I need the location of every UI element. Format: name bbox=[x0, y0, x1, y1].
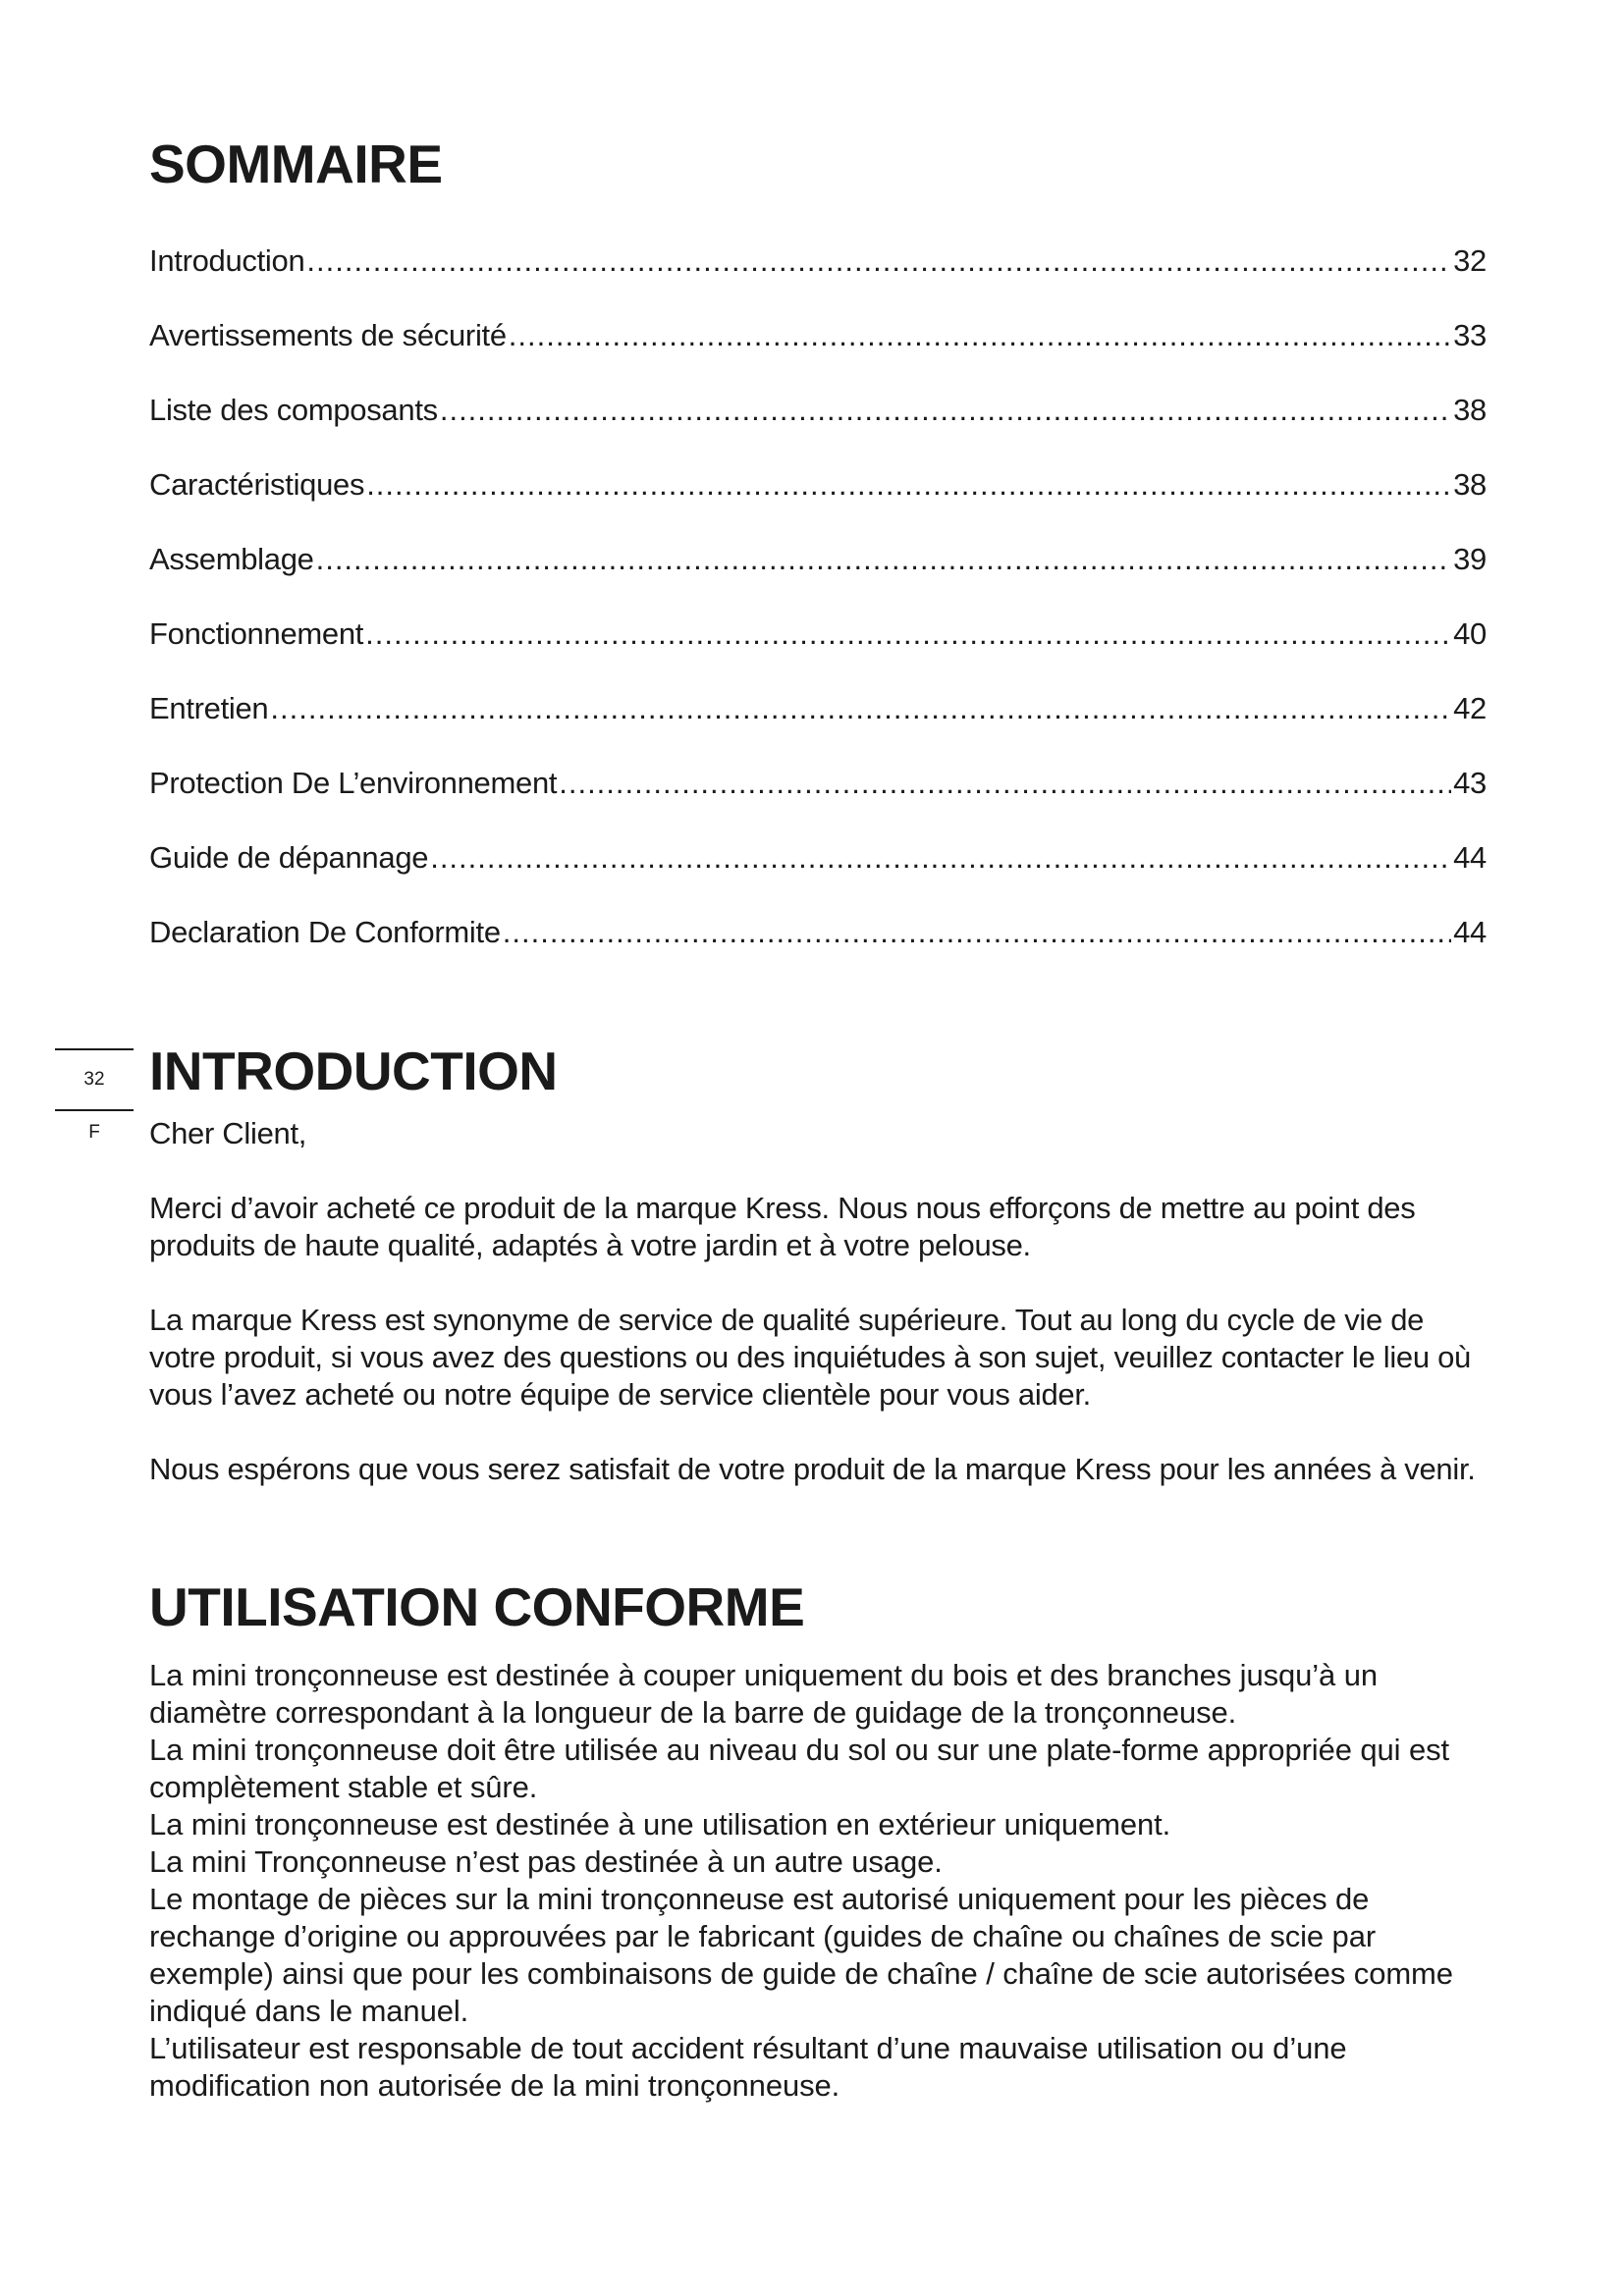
toc-leader-dots bbox=[270, 687, 1451, 730]
toc-entry-label: Fonctionnement bbox=[149, 616, 364, 651]
toc-leader-dots bbox=[316, 538, 1452, 581]
toc-leader-dots bbox=[503, 911, 1451, 954]
table-of-contents bbox=[149, 240, 1487, 986]
toc-leader-dots bbox=[430, 836, 1451, 880]
toc-heading: SOMMAIRE bbox=[149, 133, 443, 194]
toc-entry[interactable] bbox=[149, 836, 1487, 911]
toc-entry-label: Declaration De Conformite bbox=[149, 915, 501, 949]
usage-line: Le montage de pièces sur la mini tronçonneuse est autorisé uniquement pour les pièces de rechange d’origine ou approuvées par le fabricant (guides de chaîne ou chaînes de scie par exemple) ainsi que pour les combinaisons de guide de chaîne / chaîne de scie autorisées comme indiqué dans le manuel. bbox=[149, 1882, 1453, 2028]
toc-entry-page: 38 bbox=[1453, 467, 1487, 502]
intro-paragraph: Nous espérons que vous serez satisfait de votre produit de la marque Kress pour les années à venir. bbox=[149, 1452, 1476, 1486]
usage-body bbox=[149, 1657, 1494, 2105]
usage-line: La mini tronçonneuse est destinée à couper uniquement du bois et des branches jusqu’à un diamètre correspondant à la longueur de la barre de guidage de la tronçonneuse. bbox=[149, 1658, 1378, 1730]
toc-entry-page: 42 bbox=[1453, 691, 1487, 725]
usage-line: L’utilisateur est responsable de tout accident résultant d’une mauvaise utilisation ou d’une modification non autorisée de la mini tronçonneuse. bbox=[149, 2031, 1347, 2103]
usage-line: La mini tronçonneuse doit être utilisée au niveau du sol ou sur une plate-forme appropriée qui est complètement stable et sûre. bbox=[149, 1733, 1450, 1804]
toc-entry-label: Introduction bbox=[149, 243, 305, 278]
toc-entry-label: Liste des composants bbox=[149, 393, 438, 427]
introduction-body bbox=[149, 1115, 1494, 1525]
toc-entry-label: Avertissements de sécurité bbox=[149, 318, 507, 352]
toc-entry-label: Guide de dépannage bbox=[149, 840, 429, 875]
toc-leader-dots bbox=[559, 762, 1451, 805]
usage-heading: UTILISATION CONFORME bbox=[149, 1576, 805, 1637]
intro-paragraph: La marque Kress est synonyme de service de qualité supérieure. Tout au long du cycle de vie de votre produit, si vous avez des questions ou des inquiétudes à son sujet, veuillez contacter le lieu où vous l’avez acheté ou notre équipe de service clientèle pour vous aider. bbox=[149, 1303, 1471, 1412]
toc-leader-dots bbox=[440, 389, 1451, 432]
toc-entry-label: Assemblage bbox=[149, 542, 314, 576]
toc-entry[interactable] bbox=[149, 762, 1487, 836]
toc-entry[interactable] bbox=[149, 911, 1487, 986]
toc-entry[interactable] bbox=[149, 463, 1487, 538]
toc-entry[interactable] bbox=[149, 538, 1487, 613]
toc-leader-dots bbox=[509, 314, 1451, 357]
language-code: F bbox=[88, 1122, 100, 1143]
toc-entry[interactable] bbox=[149, 314, 1487, 389]
page-side-tab bbox=[55, 1048, 134, 1154]
toc-entry-page: 40 bbox=[1453, 616, 1487, 651]
toc-leader-dots bbox=[365, 613, 1451, 656]
toc-entry-page: 44 bbox=[1453, 840, 1487, 875]
toc-entry-label: Protection De L’environnement bbox=[149, 766, 558, 800]
toc-entry-page: 43 bbox=[1453, 766, 1487, 800]
usage-line: La mini tronçonneuse est destinée à une utilisation en extérieur uniquement. bbox=[149, 1807, 1171, 1842]
toc-leader-dots bbox=[306, 240, 1451, 283]
greeting: Cher Client, bbox=[149, 1116, 307, 1150]
toc-entry-page: 39 bbox=[1453, 542, 1487, 576]
toc-entry-label: Entretien bbox=[149, 691, 269, 725]
introduction-heading: INTRODUCTION bbox=[149, 1041, 558, 1101]
toc-entry-page: 44 bbox=[1453, 915, 1487, 949]
toc-entry[interactable] bbox=[149, 687, 1487, 762]
toc-entry-label: Caractéristiques bbox=[149, 467, 365, 502]
toc-leader-dots bbox=[366, 463, 1451, 507]
toc-entry-page: 33 bbox=[1453, 318, 1487, 352]
page-number: 32 bbox=[83, 1069, 105, 1090]
toc-entry[interactable] bbox=[149, 613, 1487, 687]
toc-entry[interactable] bbox=[149, 240, 1487, 314]
intro-paragraph: Merci d’avoir acheté ce produit de la marque Kress. Nous nous efforçons de mettre au point des produits de haute qualité, adaptés à votre jardin et à votre pelouse. bbox=[149, 1191, 1416, 1262]
toc-entry-page: 38 bbox=[1453, 393, 1487, 427]
toc-entry[interactable] bbox=[149, 389, 1487, 463]
toc-entry-page: 32 bbox=[1453, 243, 1487, 278]
usage-line: La mini Tronçonneuse n’est pas destinée à un autre usage. bbox=[149, 1844, 943, 1879]
